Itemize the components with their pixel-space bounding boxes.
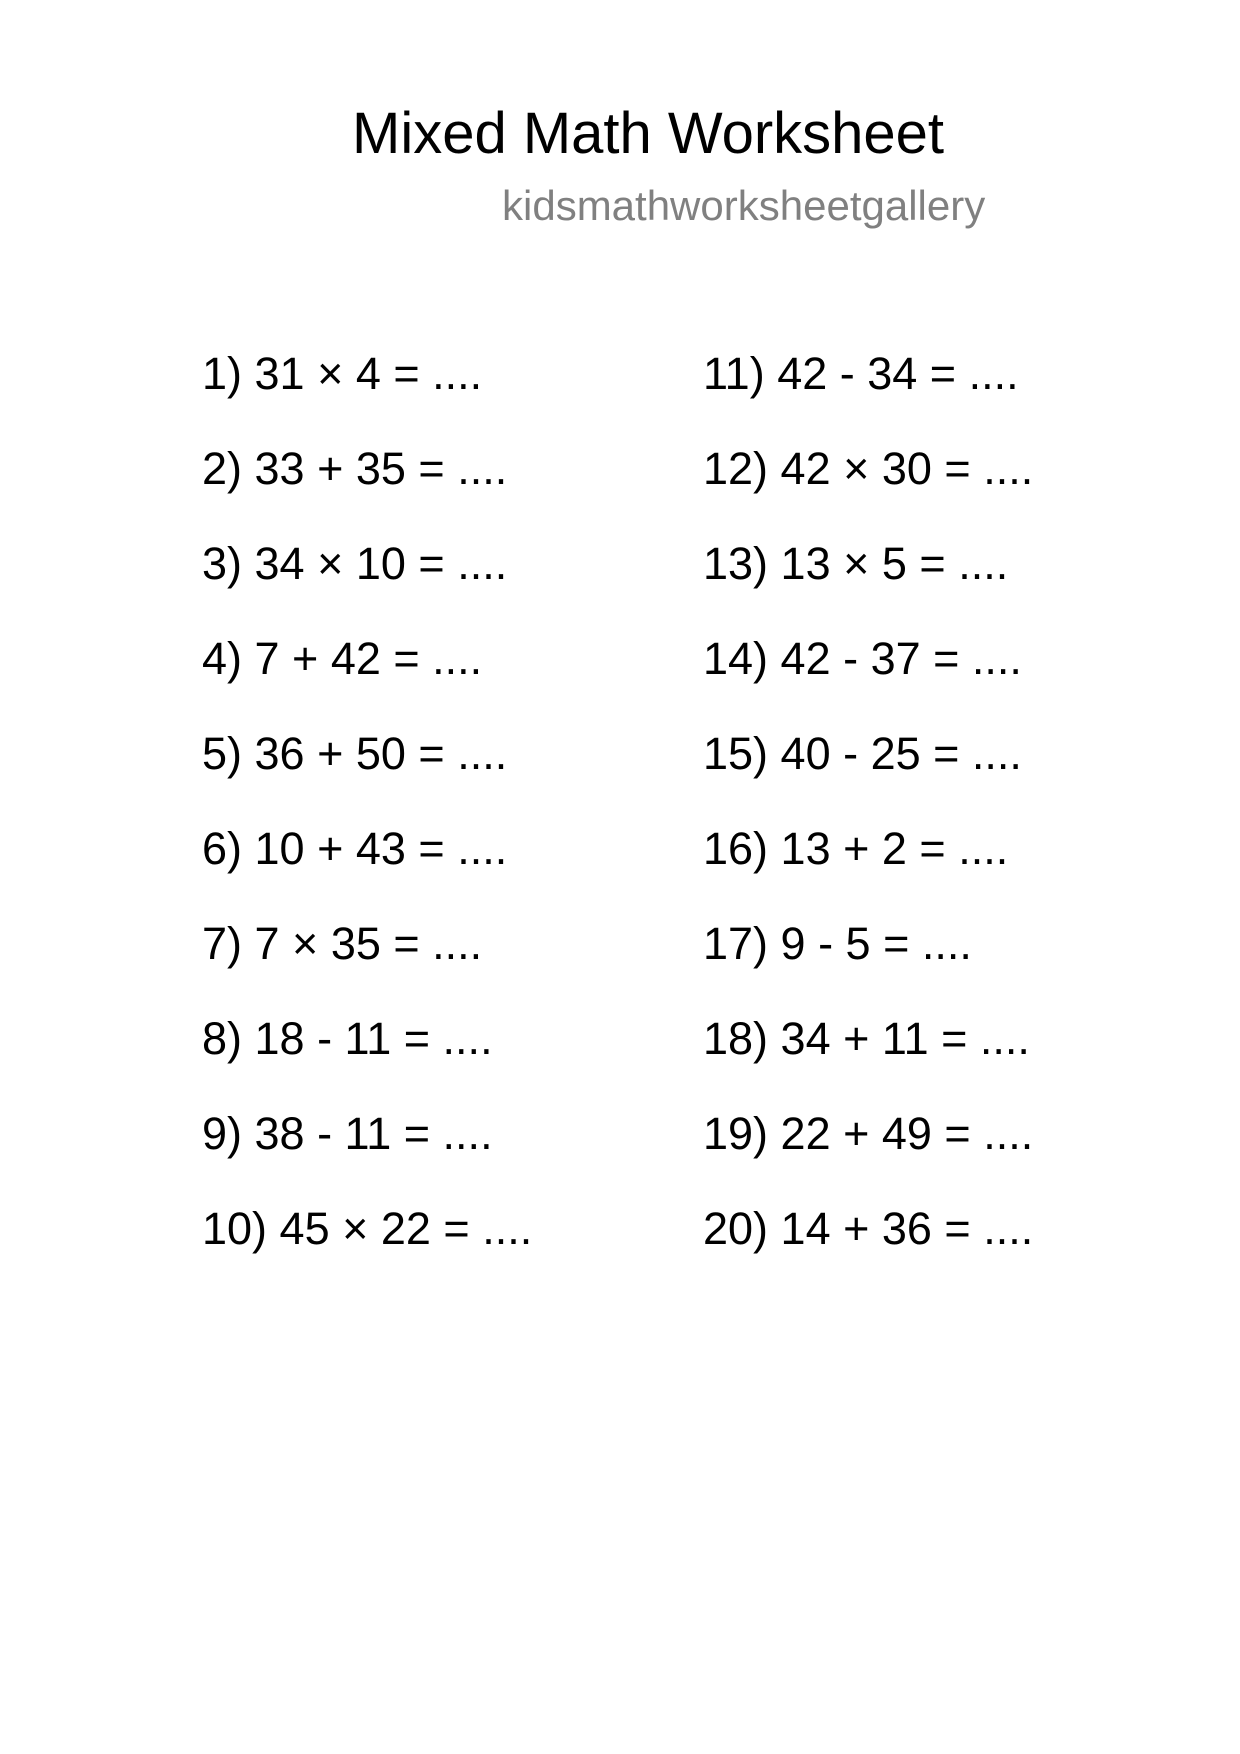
math-problem: 17) 9 - 5 = .... bbox=[703, 918, 972, 969]
math-problem: 3) 34 × 10 = .... bbox=[202, 538, 508, 589]
problems-left-column bbox=[202, 348, 532, 1298]
problems-right-column bbox=[703, 348, 1033, 1298]
math-problem: 6) 10 + 43 = .... bbox=[202, 823, 508, 874]
page-title: Mixed Math Worksheet bbox=[352, 101, 945, 166]
math-problem: 5) 36 + 50 = .... bbox=[202, 728, 508, 779]
math-problem: 1) 31 × 4 = .... bbox=[202, 348, 483, 399]
math-problem: 19) 22 + 49 = .... bbox=[703, 1108, 1034, 1159]
math-problem: 10) 45 × 22 = .... bbox=[202, 1203, 533, 1254]
math-problem: 7) 7 × 35 = .... bbox=[202, 918, 483, 969]
math-problem: 2) 33 + 35 = .... bbox=[202, 443, 508, 494]
math-problem: 9) 38 - 11 = .... bbox=[202, 1108, 493, 1159]
math-problem: 16) 13 + 2 = .... bbox=[703, 823, 1009, 874]
math-problem: 18) 34 + 11 = .... bbox=[703, 1013, 1030, 1064]
math-problem: 14) 42 - 37 = .... bbox=[703, 633, 1022, 684]
math-problem: 12) 42 × 30 = .... bbox=[703, 443, 1034, 494]
math-problem: 8) 18 - 11 = .... bbox=[202, 1013, 493, 1064]
site-watermark: kidsmathworksheetgallery bbox=[502, 182, 986, 229]
math-problem: 13) 13 × 5 = .... bbox=[703, 538, 1009, 589]
math-problem: 11) 42 - 34 = .... bbox=[703, 348, 1019, 399]
math-problem: 20) 14 + 36 = .... bbox=[703, 1203, 1034, 1254]
math-problem: 4) 7 + 42 = .... bbox=[202, 633, 483, 684]
math-problem: 15) 40 - 25 = .... bbox=[703, 728, 1022, 779]
